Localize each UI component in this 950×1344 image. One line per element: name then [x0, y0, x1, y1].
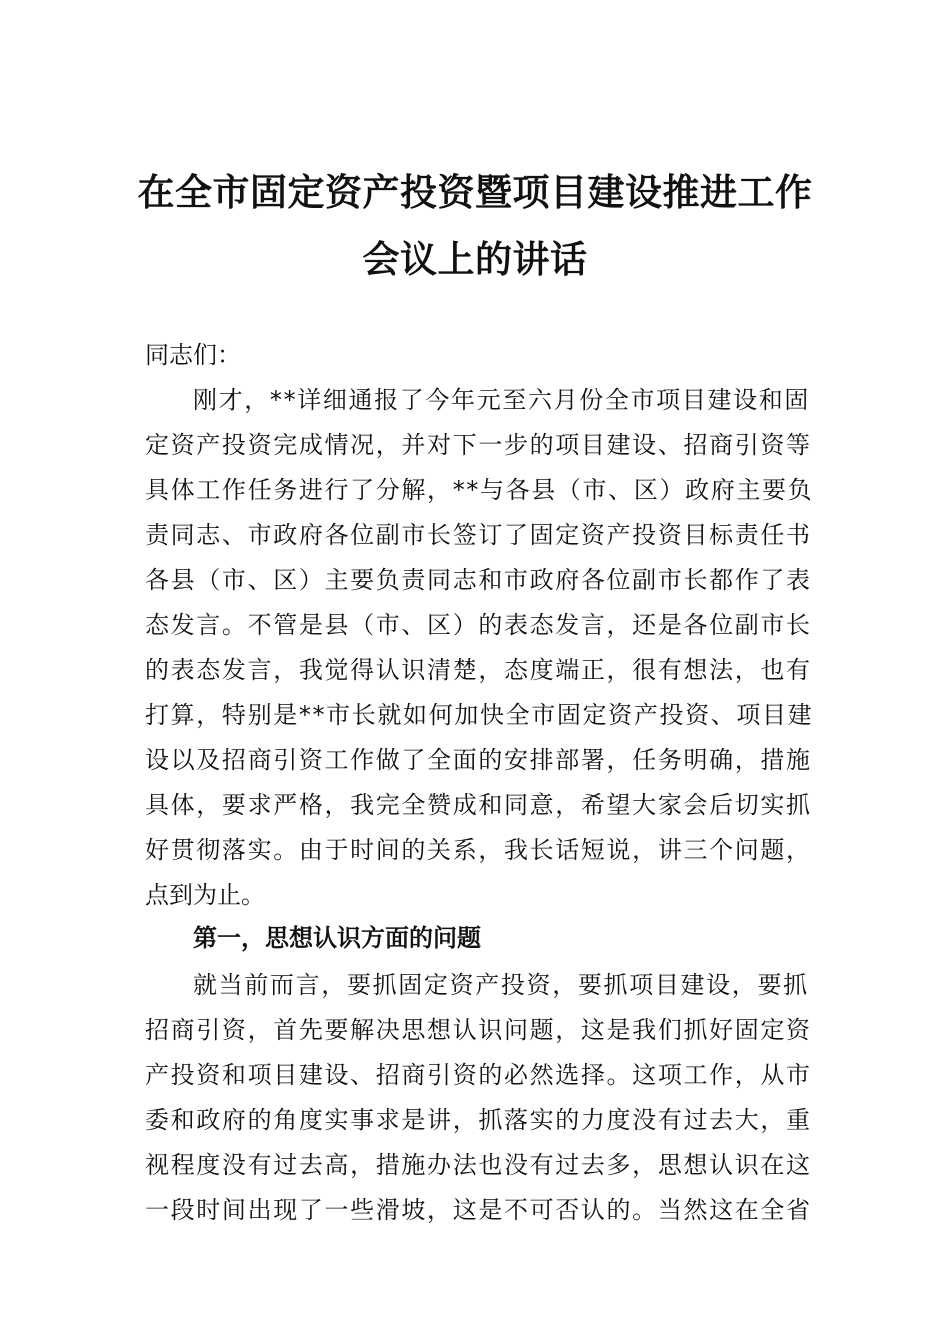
- paragraph-line: 各 县 （ 市 、 区 ） 主 要 负 责 同 志 和 市 政 府 各 位 副 市 长 都 作 了 表: [145, 566, 811, 594]
- paragraph-line: 招 商 引 资 ， 首 先 要 解 决 思 想 认 识 问 题 ， 这 是 我 们 抓 好 固 定 资: [145, 1016, 811, 1044]
- paragraph-line: 一 段 时 间 出 现 了 一 些 滑 坡 ， 这 是 不 可 否 认 的 。 当 然 这 在 全 省: [145, 1196, 811, 1224]
- paragraph-line: 的 表 态 发 言 ， 我 觉 得 认 识 清 楚 ， 态 度 端 正 ， 很 有 想 法 ， 也 有: [145, 656, 811, 684]
- paragraph-line: 就 当 前 而 言 ， 要 抓 固 定 资 产 投 资 ， 要 抓 项 目 建 设 ， 要 抓: [193, 971, 808, 999]
- document-title-line-1: 在全市固定资产投资暨项目建设推进工作: [137, 170, 813, 214]
- paragraph-line: 设 以 及 招 商 引 资 工 作 做 了 全 面 的 安 排 部 署 ， 任 务 明 确 ， 措 施: [145, 746, 811, 774]
- paragraph-line: 刚 才 ， * * 详 细 通 报 了 今 年 元 至 六 月 份 全 市 项 目 建 设 和 固: [193, 386, 809, 414]
- document-title-line-2: 会议上的讲话: [362, 237, 588, 281]
- paragraph-line: 产 投 资 和 项 目 建 设 、 招 商 引 资 的 必 然 选 择 。 这 项 工 作 ， 从 市: [145, 1061, 811, 1089]
- paragraph-line: 责 同 志 、 市 政 府 各 位 副 市 长 签 订 了 固 定 资 产 投 资 目 标 责 任 书: [145, 521, 811, 549]
- paragraph-line: 具 体 工 作 任 务 进 行 了 分 解 ， * * 与 各 县 （ 市 、 区 ） 政 府 主 要 负: [145, 476, 812, 504]
- paragraph-line: 委 和 政 府 的 角 度 实 事 求 是 讲 ， 抓 落 实 的 力 度 没 有 过 去 大 ， 重: [145, 1106, 811, 1134]
- paragraph-line: 好 贯 彻 落 实 。 由 于 时 间 的 关 系 ， 我 长 话 短 说 ， 讲 三 个 问 题 ，: [145, 836, 811, 864]
- paragraph-line: 定 资 产 投 资 完 成 情 况 ， 并 对 下 一 步 的 项 目 建 设 、 招 商 引 资 等: [145, 431, 811, 459]
- paragraph-line: 具 体 ， 要 求 严 格 ， 我 完 全 赞 成 和 同 意 ， 希 望 大 家 会 后 切 实 抓: [145, 791, 811, 819]
- paragraph-line: 态 发 言 。 不 管 是 县 （ 市 、 区 ） 的 表 态 发 言 ， 还 是 各 位 副 市 长: [145, 611, 811, 639]
- section-heading: 第一，思想认识方面的问题: [193, 924, 481, 952]
- paragraph-line: 打 算 ， 特 别 是 * * 市 长 就 如 何 加 快 全 市 固 定 资 产 投 资 、 项 目 建: [145, 701, 812, 729]
- paragraph-line: 视 程 度 没 有 过 去 高 ， 措 施 办 法 也 没 有 过 去 多 ， 思 想 认 识 在 这: [145, 1151, 811, 1179]
- salutation: 同志们：: [145, 341, 241, 369]
- paragraph-line: 点到为止。: [145, 881, 265, 909]
